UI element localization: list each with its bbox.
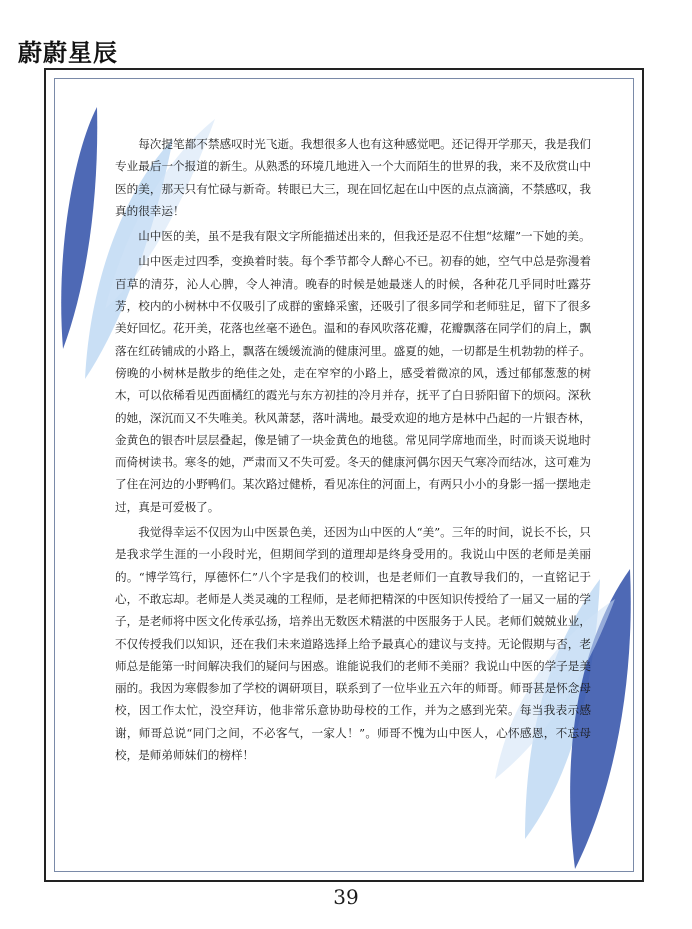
- page-outer-frame: [44, 68, 644, 882]
- article-paragraph: 山中医走过四季，变换着时装。每个季节都令人醉心不已。初春的她，空气中总是弥漫着百草的清芬，沁人心脾，令人神清。晚春的时候是她最迷人的时候，各种花几乎同时吐露芬芳，校内的小树林中不仅吸引了成群的蜜蜂采蜜，还吸引了很多同学和老师驻足，留下了很多美好回忆。花开美，花落也丝毫不逊色。温和的春风吹落花瓣，花瓣飘落在同学们的肩上，飘落在红砖铺成的小路上，飘落在缓缓流淌的健康河里。盛夏的她，一切都是生机勃勃的样子。傍晚的小树林是散步的绝佳之处，走在窄窄的小路上，感受着微凉的风，透过郁郁葱葱的树木，可以依稀看见西面橘红的霞光与东方初挂的冷月并存，抚平了白日骄阳留下的烦闷。深秋的她，深沉而又不失唯美。秋风萧瑟，落叶满地。最受欢迎的地方是林中凸起的一片银杏林，金黄色的银杏叶层层叠起，像是铺了一块金黄色的地毯。常见同学席地而坐，时而谈天说地时而倚树读书。寒冬的她，严肃而又不失可爱。冬天的健康河偶尔因天气寒冷而结冰，这可难为了住在河边的小野鸭们。某次路过健桥，看见冻住的河面上，有两只小小的身影一摇一摆地走过，真是可爱极了。: [115, 254, 591, 514]
- page-header-title: 蔚蔚星辰: [18, 38, 118, 67]
- article-paragraph: 山中医的美，虽不是我有限文字所能描述出来的，但我还是忍不住想“炫耀”一下她的美。: [138, 229, 591, 244]
- article-paragraph: 每次提笔都不禁感叹时光飞逝。我想很多人也有这种感觉吧。还记得开学那天，我是我们专业最后一个报道的新生。从熟悉的环境几地进入一个大而陌生的世界的我，来不及欣赏山中医的美，那天只有忙碌与新奇。转眼已大三，现在回忆起在山中医的点点滴滴，不禁感叹，我真的很幸运！: [115, 137, 591, 218]
- article-body: [115, 133, 591, 769]
- article-paragraph: 我觉得幸运不仅因为山中医景色美，还因为山中医的人“美”。三年的时间，说长不长，只是我求学生涯的一小段时光，但期间学到的道理却是终身受用的。我说山中医的老师是美丽的。“博学笃行，厚德怀仁”八个字是我们的校训，也是老师们一直教导我们的，一直铭记于心，不敢忘却。老师是人类灵魂的工程师，是老师把精深的中医知识传授给了一届又一届的学子，是老师将中医文化传承弘扬，培养出无数医术精湛的中医服务于人民。老师们兢兢业业，不仅传授我们以知识，还在我们未来道路选择上给予最真心的建议与支持。无论假期与否，老师总是能第一时间解决我们的疑问与困惑。谁能说我们的老师不美丽？我说山中医的学子是美丽的。我因为寒假参加了学校的调研项目，联系到了一位毕业五六年的师哥。师哥甚是怀念母校，因工作太忙，没空拜访，他非常乐意协助母校的工作，并为之感到光荣。每当我表示感谢，师哥总说“同门之间，不必客气，一家人！”。师哥不愧为山中医人，心怀感恩，不忘母校，是师弟师妹们的榜样！: [115, 525, 591, 763]
- page-number: 39: [333, 885, 359, 909]
- page-inner-frame: [54, 78, 634, 872]
